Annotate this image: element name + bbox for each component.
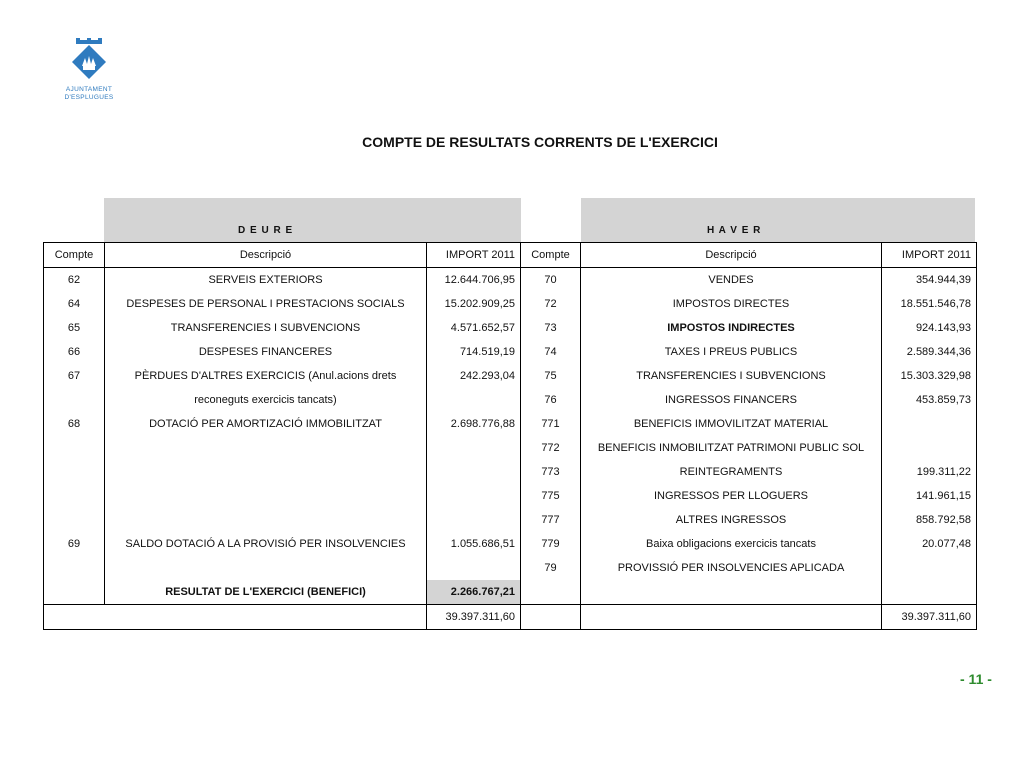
haver-import-cell: 354.944,39 xyxy=(882,268,977,293)
haver-import-cell: 20.077,48 xyxy=(882,532,977,556)
haver-import-cell xyxy=(882,412,977,436)
haver-descripcio-cell: Baixa obligacions exercicis tancats xyxy=(581,532,882,556)
deure-descripcio-cell xyxy=(105,460,427,484)
deure-compte-cell: 67 xyxy=(44,364,105,388)
haver-import-cell: 453.859,73 xyxy=(882,388,977,412)
haver-descripcio-cell: IMPOSTOS INDIRECTES xyxy=(581,316,882,340)
haver-compte-cell: 72 xyxy=(521,292,581,316)
haver-descripcio-cell: INGRESSOS PER LLOGUERS xyxy=(581,484,882,508)
deure-compte-cell: 69 xyxy=(44,532,105,556)
haver-import-cell xyxy=(882,556,977,580)
haver-descripcio-cell: PROVISSIÓ PER INSOLVENCIES APLICADA xyxy=(581,556,882,580)
deure-compte-cell xyxy=(44,556,105,580)
deure-import-cell xyxy=(427,460,521,484)
table-row xyxy=(44,292,977,316)
totals-deure-blank xyxy=(44,605,427,630)
deure-descripcio-cell: TRANSFERENCIES I SUBVENCIONS xyxy=(105,316,427,340)
table-row xyxy=(44,388,977,412)
haver-compte-cell: 775 xyxy=(521,484,581,508)
ajuntament-logo xyxy=(62,38,116,102)
deure-import-cell xyxy=(427,436,521,460)
haver-descripcio-cell: BENEFICIS INMOBILITZAT PATRIMONI PUBLIC SOL xyxy=(581,436,882,460)
haver-compte-cell: 73 xyxy=(521,316,581,340)
deure-import-cell: 1.055.686,51 xyxy=(427,532,521,556)
deure-descripcio-cell: DESPESES FINANCERES xyxy=(105,340,427,364)
deure-compte-cell: 65 xyxy=(44,316,105,340)
deure-descripcio-cell: PÈRDUES D'ALTRES EXERCICIS (Anul.acions drets xyxy=(105,364,427,388)
result-label: RESULTAT DE L'EXERCICI (BENEFICI) xyxy=(105,580,427,605)
deure-descripcio-cell xyxy=(105,556,427,580)
coat-of-arms-icon xyxy=(69,38,109,84)
haver-descripcio-cell: TRANSFERENCIES I SUBVENCIONS xyxy=(581,364,882,388)
deure-descripcio-cell: reconeguts exercicis tancats) xyxy=(105,388,427,412)
total-haver: 39.397.311,60 xyxy=(882,605,977,630)
haver-compte-cell: 76 xyxy=(521,388,581,412)
table-row xyxy=(44,340,977,364)
table-row xyxy=(44,460,977,484)
deure-import-cell: 2.698.776,88 xyxy=(427,412,521,436)
table-row xyxy=(44,508,977,532)
table-row xyxy=(44,532,977,556)
haver-import-cell: 141.961,15 xyxy=(882,484,977,508)
header-import-deure: IMPORT 2011 xyxy=(427,243,521,268)
haver-import-cell: 924.143,93 xyxy=(882,316,977,340)
deure-descripcio-cell xyxy=(105,484,427,508)
logo-line-2: D'ESPLUGUES xyxy=(64,94,114,101)
haver-compte-cell: 772 xyxy=(521,436,581,460)
haver-descripcio-cell: BENEFICIS IMMOVILITZAT MATERIAL xyxy=(581,412,882,436)
deure-compte-cell xyxy=(44,484,105,508)
deure-label: D E U R E xyxy=(238,225,294,236)
deure-descripcio-cell xyxy=(105,436,427,460)
table-row xyxy=(44,556,977,580)
deure-descripcio-cell: SALDO DOTACIÓ A LA PROVISIÓ PER INSOLVENCIES xyxy=(105,532,427,556)
result-row xyxy=(44,580,977,605)
header-compte-haver: Compte xyxy=(521,243,581,268)
deure-import-cell xyxy=(427,508,521,532)
haver-descripcio-cell: VENDES xyxy=(581,268,882,293)
haver-descripcio-cell: ALTRES INGRESSOS xyxy=(581,508,882,532)
deure-import-cell: 15.202.909,25 xyxy=(427,292,521,316)
table-row xyxy=(44,316,977,340)
haver-compte-cell: 70 xyxy=(521,268,581,293)
table-row xyxy=(44,484,977,508)
header-compte-deure: Compte xyxy=(44,243,105,268)
table-row xyxy=(44,412,977,436)
haver-descripcio-cell: IMPOSTOS DIRECTES xyxy=(581,292,882,316)
haver-descripcio-cell: TAXES I PREUS PUBLICS xyxy=(581,340,882,364)
haver-label: H A V E R xyxy=(707,225,762,236)
result-haver-compte-cell xyxy=(521,580,581,605)
result-haver-descripcio-cell xyxy=(581,580,882,605)
header-descripcio-haver: Descripció xyxy=(581,243,882,268)
haver-import-cell: 199.311,22 xyxy=(882,460,977,484)
deure-import-cell: 4.571.652,57 xyxy=(427,316,521,340)
haver-import-cell: 18.551.546,78 xyxy=(882,292,977,316)
deure-import-cell xyxy=(427,484,521,508)
deure-descripcio-cell xyxy=(105,508,427,532)
deure-compte-cell xyxy=(44,460,105,484)
deure-descripcio-cell: DESPESES DE PERSONAL I PRESTACIONS SOCIALS xyxy=(105,292,427,316)
deure-compte-cell: 62 xyxy=(44,268,105,293)
deure-descripcio-cell: SERVEIS EXTERIORS xyxy=(105,268,427,293)
results-table xyxy=(43,242,977,630)
haver-compte-cell: 779 xyxy=(521,532,581,556)
haver-import-cell xyxy=(882,436,977,460)
totals-haver-descripcio-blank xyxy=(581,605,882,630)
table-row xyxy=(44,268,977,293)
haver-import-cell: 15.303.329,98 xyxy=(882,364,977,388)
result-value: 2.266.767,21 xyxy=(427,580,521,605)
haver-import-cell: 858.792,58 xyxy=(882,508,977,532)
deure-compte-cell xyxy=(44,388,105,412)
totals-haver-compte-blank xyxy=(521,605,581,630)
haver-descripcio-cell: INGRESSOS FINANCERS xyxy=(581,388,882,412)
totals-row xyxy=(44,605,977,630)
table-row xyxy=(44,364,977,388)
deure-compte-cell: 64 xyxy=(44,292,105,316)
haver-descripcio-cell: REINTEGRAMENTS xyxy=(581,460,882,484)
haver-compte-cell: 771 xyxy=(521,412,581,436)
deure-descripcio-cell: DOTACIÓ PER AMORTIZACIÓ IMMOBILITZAT xyxy=(105,412,427,436)
haver-compte-cell: 74 xyxy=(521,340,581,364)
haver-compte-cell: 773 xyxy=(521,460,581,484)
page-title: COMPTE DE RESULTATS CORRENTS DE L'EXERCICI xyxy=(362,134,718,150)
haver-compte-cell: 777 xyxy=(521,508,581,532)
deure-import-cell xyxy=(427,388,521,412)
deure-import-cell: 12.644.706,95 xyxy=(427,268,521,293)
table-header-row xyxy=(44,243,977,268)
deure-compte-cell: 66 xyxy=(44,340,105,364)
deure-import-cell: 242.293,04 xyxy=(427,364,521,388)
haver-compte-cell: 79 xyxy=(521,556,581,580)
deure-compte-cell xyxy=(44,436,105,460)
haver-header-band xyxy=(581,198,975,242)
deure-import-cell: 714.519,19 xyxy=(427,340,521,364)
page-number: - 11 - xyxy=(960,671,992,687)
deure-compte-cell: 68 xyxy=(44,412,105,436)
haver-import-cell: 2.589.344,36 xyxy=(882,340,977,364)
logo-line-1: AJUNTAMENT xyxy=(65,86,113,93)
header-import-haver: IMPORT 2011 xyxy=(882,243,977,268)
result-compte-cell xyxy=(44,580,105,605)
deure-header-band xyxy=(104,198,521,242)
deure-import-cell xyxy=(427,556,521,580)
header-descripcio-deure: Descripció xyxy=(105,243,427,268)
deure-compte-cell xyxy=(44,508,105,532)
result-haver-import-cell xyxy=(882,580,977,605)
table-row xyxy=(44,436,977,460)
total-deure: 39.397.311,60 xyxy=(427,605,521,630)
haver-compte-cell: 75 xyxy=(521,364,581,388)
